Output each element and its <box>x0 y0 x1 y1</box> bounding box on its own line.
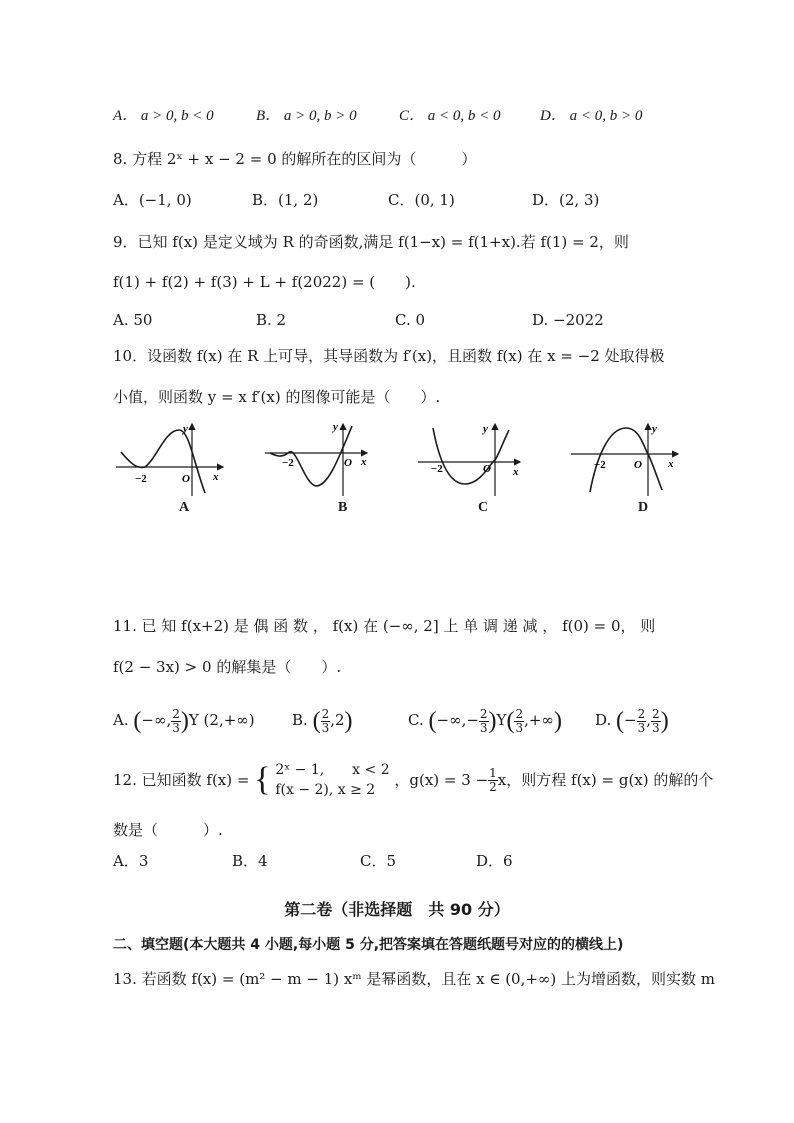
q10-caption-c: C <box>478 500 489 515</box>
q8-option-a: A．(−1, 0) <box>113 191 192 209</box>
q7-option-b: B． a > 0, b > 0 <box>256 108 357 124</box>
graph-b-label-x: x <box>361 456 367 468</box>
graph-c-label-neg2: −2 <box>431 463 443 475</box>
q11-b-den: 3 <box>321 720 330 735</box>
q11-c-den: 3 <box>479 720 488 735</box>
q12-option-b: B．4 <box>232 852 268 870</box>
q11-a-label: A. <box>113 711 129 729</box>
q11-stem-line1: 11. 已 知 f(x+2) 是 偶 函 数 ， f(x) 在 (−∞, 2] 上 单 调 递 减 ， f(0) = 0， 则 <box>113 617 656 635</box>
q8-option-b: B．(1, 2) <box>252 191 319 209</box>
q11-c-num2: 2 <box>515 706 524 721</box>
q11-d-num2: 2 <box>652 706 660 721</box>
q11-option-d: D. (− $\frac{2}{3}$ , $\frac{2}{3}$ ) <box>595 706 669 735</box>
q9-stem-line1: 9．已知 f(x) 是定义域为 R 的奇函数,满足 f(1−x) = f(1+x).若 f(1) = 2，则 <box>113 233 629 251</box>
q11-b-num: 2 <box>321 706 330 721</box>
q11-c-part1: −∞,− <box>436 711 479 729</box>
graph-a-label-neg2: −2 <box>135 473 147 485</box>
q10-graph-a <box>113 420 228 500</box>
q11-c-num: 2 <box>479 706 488 721</box>
q9-stem-line2: f(1) + f(2) + f(3) + L + f(2022) = ( ). <box>113 273 416 291</box>
q10-stem-line1: 10．设函数 f(x) 在 R 上可导，其导函数为 f′(x)，且函数 f(x) 在 x = −2 处取得极 <box>113 347 665 365</box>
q10-graph-d <box>568 420 683 500</box>
q9-option-c: C. 0 <box>395 311 426 329</box>
q10-caption-d: D <box>638 500 649 515</box>
q12-stem-line1: 12. 已知函数 f(x) = { 2ˣ − 1, x < 2 f(x − 2), x ≥ 2 ，g(x) = 3 − $\frac{1}{2}$ x，则方程 f(x) = g(x) 的解的个 <box>113 761 714 798</box>
graph-b-label-o: O <box>344 457 352 469</box>
q13-stem: 13. 若函数 f(x) = (m² − m − 1) xᵐ 是幂函数，且在 x ∈ (0,+∞) 上为增函数，则实数 m <box>113 970 716 988</box>
q10-graph-b <box>262 420 372 500</box>
q12-suffix: x，则方程 f(x) = g(x) 的解的个 <box>497 771 714 789</box>
q10-caption-a: A <box>179 500 190 515</box>
q12-g-num: 1 <box>489 765 497 780</box>
q11-option-c: C. (−∞,− $\frac{2}{3}$ )Y( $\frac{2}{3}$ ,+∞) <box>408 706 562 735</box>
q12-prefix: 12. 已知函数 f(x) = <box>113 771 250 789</box>
q12-option-c: C．5 <box>360 852 397 870</box>
section-title: 第二卷（非选择题 共 90 分） <box>284 900 510 919</box>
q10-graph-c <box>415 420 525 500</box>
q11-d-part1: − <box>624 711 637 729</box>
q11-a-part2: Y (2,+∞) <box>188 711 255 729</box>
q8-option-c: C．(0, 1) <box>388 191 455 209</box>
graph-c-label-o: O <box>483 463 491 475</box>
q12-case1: 2ˣ − 1, x < 2 <box>275 762 390 778</box>
q12-option-a: A．3 <box>113 852 149 870</box>
q12-g-part: ，g(x) = 3 − <box>394 771 489 789</box>
q11-a-den: 3 <box>172 720 180 735</box>
q11-c-label: C. <box>408 711 424 729</box>
q11-c-den2: 3 <box>515 720 524 735</box>
graph-b-label-neg2: −2 <box>282 457 294 469</box>
q11-c-union: Y <box>496 711 507 729</box>
q11-stem-line2: f(2 − 3x) > 0 的解集是（ ）. <box>113 658 342 676</box>
q11-d-label: D. <box>595 711 612 729</box>
q11-a-num: 2 <box>172 706 180 721</box>
q11-b-part: ,2 <box>330 711 345 729</box>
graph-c-label-x: x <box>513 466 519 478</box>
q8-option-d: D．(2, 3) <box>532 191 600 209</box>
q12-stem-line2: 数是（ ）. <box>113 821 223 839</box>
q11-a-part1: −∞, <box>141 711 172 729</box>
q7-option-d: D． a < 0, b > 0 <box>540 108 643 124</box>
q12-case2: f(x − 2), x ≥ 2 <box>275 782 376 798</box>
graph-d-label-x: x <box>668 458 674 470</box>
graph-a-label-y: y <box>183 423 188 435</box>
graph-d-label-o: O <box>634 459 642 471</box>
q11-option-a: A. (−∞, $\frac{2}{3}$ )Y (2,+∞) <box>113 706 255 735</box>
q11-d-den: 3 <box>637 720 646 735</box>
q11-b-label: B. <box>292 711 308 729</box>
q11-c-part2: ,+∞ <box>524 711 554 729</box>
graph-a-label-o: O <box>182 473 190 485</box>
graph-d-label-y: y <box>652 423 657 435</box>
q11-d-comma: , <box>646 711 652 729</box>
q12-g-den: 2 <box>489 779 497 794</box>
q9-option-a: A. 50 <box>113 311 153 329</box>
q11-d-num: 2 <box>637 706 646 721</box>
q10-stem-line2: 小值，则函数 y = x f′(x) 的图像可能是（ ）. <box>113 388 441 406</box>
graph-c-label-y: y <box>483 423 488 435</box>
q7-option-a: A． a > 0, b < 0 <box>113 108 214 124</box>
q11-d-den2: 3 <box>652 720 660 735</box>
q9-option-b: B. 2 <box>256 311 287 329</box>
fill-in-instructions: 二、填空题(本大题共 4 小题,每小题 5 分,把答案填在答题纸题号对应的的横线上) <box>113 937 624 953</box>
graph-d-label-neg2: −2 <box>594 459 606 471</box>
q11-option-b: B. ( $\frac{2}{3}$ ,2) <box>292 706 353 735</box>
graph-b-label-y: y <box>333 421 338 433</box>
q9-option-d: D. −2022 <box>532 311 604 329</box>
q7-option-c: C． a < 0, b < 0 <box>399 108 501 124</box>
q8-stem: 8. 方程 2ˣ + x − 2 = 0 的解所在的区间为（ ） <box>113 150 477 168</box>
graph-a-label-x: x <box>213 471 219 483</box>
q12-option-d: D．6 <box>476 852 513 870</box>
q10-caption-b: B <box>338 500 348 515</box>
